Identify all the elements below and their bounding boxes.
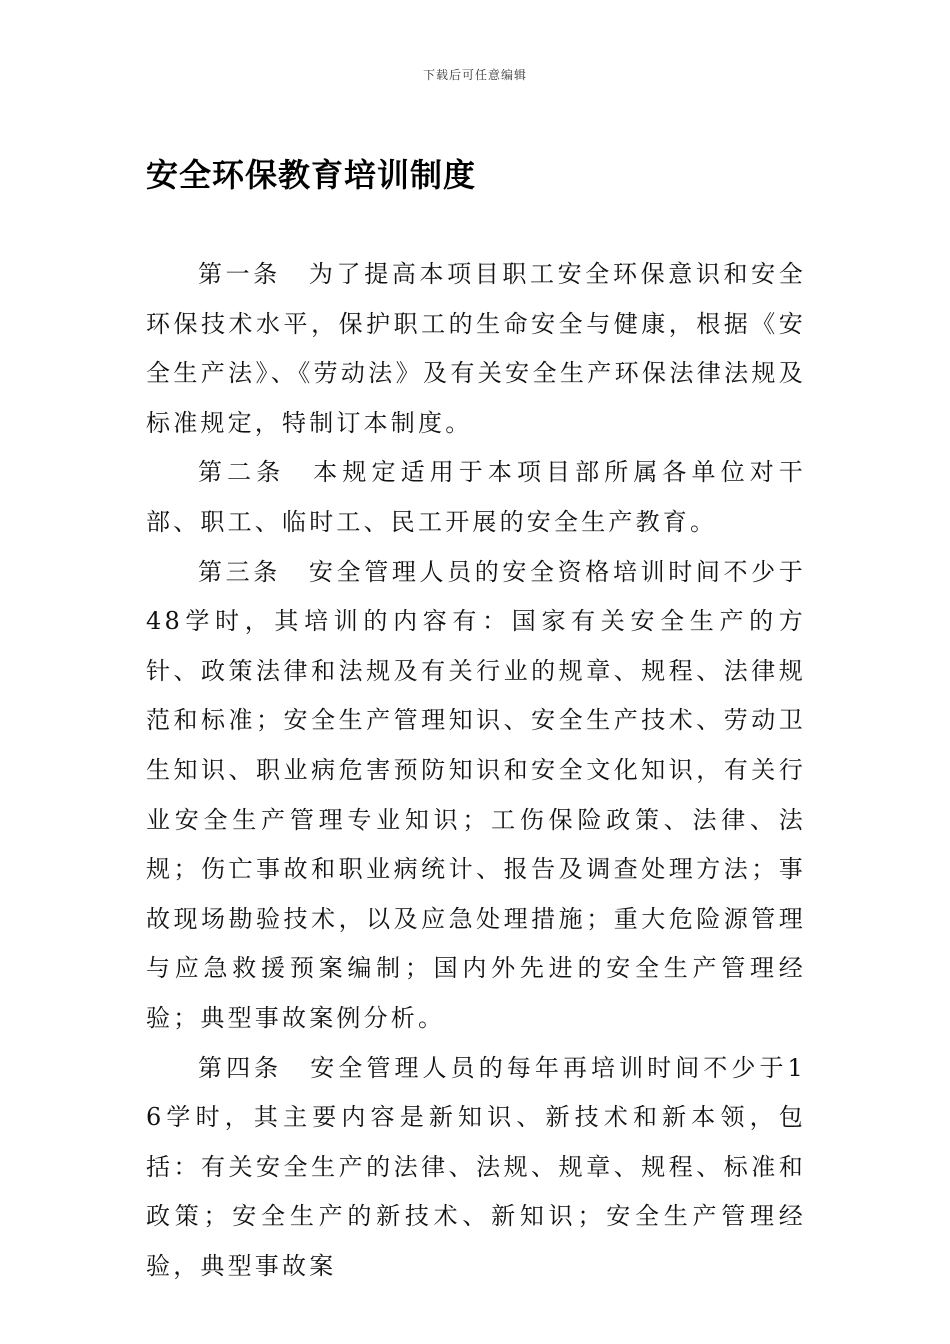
article-number: 第一条	[198, 260, 281, 288]
header-note: 下载后可任意编辑	[422, 68, 527, 82]
article-text: 为了提高本项目职工安全环保意识和安全环保技术水平，保护职工的生命安全与健康，根据《安全生产法》、《劳动法》及有关安全生产环保法律法规及标准规定，特制订本制度。	[146, 260, 806, 437]
document-title: 安全环保教育培训制度	[146, 156, 477, 194]
article-number: 第四条	[198, 1053, 283, 1082]
article-number: 第三条	[198, 557, 281, 586]
article-2	[146, 448, 806, 547]
article-text: 本规定适用于本项目部所属各单位对干部、职工、临时工、民工开展的安全生产教育。	[146, 458, 806, 536]
article-text: 安全管理人员的每年再培训时间不少于16学时，其主要内容是新知识、新技术和新本领，包括：有关安全生产的法律、法规、规章、规程、标准和政策；安全生产的新技术、新知识；安全生产管理经验，典型事故案	[146, 1053, 806, 1280]
article-number: 第二条	[198, 458, 286, 487]
article-4	[146, 1044, 806, 1292]
document-body	[146, 250, 806, 1291]
article-text: 安全管理人员的安全资格培训时间不少于48学时，其培训的内容有：国家有关安全生产的方针、政策法律和法规及有关行业的规章、规程、法律规范和标准；安全生产管理知识、安全生产技术、劳动卫生知识、职业病危害预防知识和安全文化知识，有关行业安全生产管理专业知识；工伤保险政策、法律、法规；伤亡事故和职业病统计、报告及调查处理方法；事故现场勘验技术，以及应急处理措施；重大危险源管理与应急救援预案编制；国内外先进的安全生产管理经验；典型事故案例分析。	[146, 557, 806, 1032]
article-1	[146, 250, 806, 448]
article-3	[146, 548, 806, 1044]
